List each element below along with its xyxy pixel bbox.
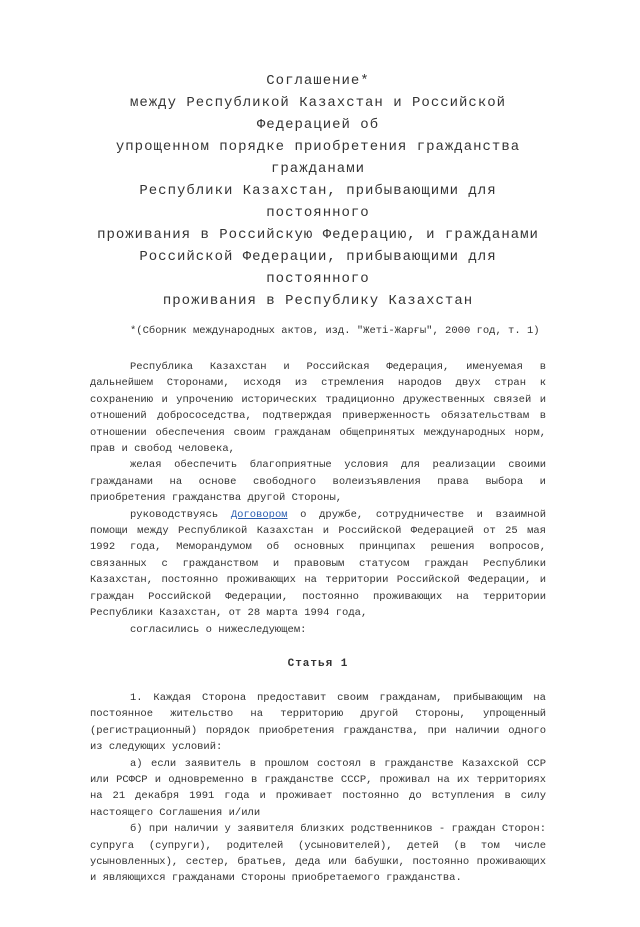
document-title-line: проживания в Республику Казахстан: [162, 293, 474, 309]
article-paragraph: а) если заявитель в прошлом состоял в гражданстве Казахской ССР или РСФСР и одновременно в гражданстве СССР, проживал на их территориях на 21 декабря 1991 года и проживает постоянно до вступления в силу настоящего Соглашения и/или: [90, 757, 546, 819]
document-title-line: постоянного: [266, 205, 370, 221]
preamble-paragraph: согласились о нижеследующем:: [130, 623, 307, 636]
article-paragraph: б) при наличии у заявителя близких родственников - граждан Сторон: супруга (супруги), родителей (усыновителей), детей (в том числе усыновленных), сестер, братьев, деда или бабушки, постоянно проживающих и являющихся гражданами Стороны приобретаемого гражданства.: [90, 823, 546, 885]
document-title-line: упрощенном порядке приобретения гражданства: [115, 139, 521, 155]
document-title-line: Республики Казахстан, прибывающими для: [139, 183, 497, 199]
dogovor-link[interactable]: Договором: [230, 508, 288, 521]
document-title-line: проживания в Российскую Федерацию, и гражданами: [97, 227, 539, 243]
article-1-heading: Статья 1: [287, 657, 349, 670]
document-title-line: гражданами: [270, 161, 365, 177]
source-footnote: *(Сборник международных актов, изд. "Жеті-Жарғы", 2000 год, т. 1): [130, 325, 540, 337]
document-title: [90, 70, 546, 312]
document-title-line: Федерацией об: [256, 117, 380, 133]
document-title-line: Соглашение*: [266, 73, 370, 89]
preamble-section: [90, 359, 546, 638]
article-paragraph: 1. Каждая Сторона предоставит своим гражданам, прибывающим на постоянное жительство на территорию другой Стороны, упрощенный (регистрационный) порядок приобретения гражданства, при наличии одного из следующих условий:: [90, 691, 546, 754]
paragraph-text: руководствуясь: [130, 508, 231, 521]
article-1-section: [90, 690, 546, 887]
paragraph-text: о дружбе, сотрудничестве и взаимной помощи между Республикой Казахстан и Российской Федерацией от 25 мая 1992 года, Меморандумом об основных принципах решения вопросов, связанных с гражданством и правовым статусом граждан Республики Казахстан, постоянно проживающих на территории Российской Федерации, и граждан Российской Федерации, постоянно проживающих на территории Республики Казахстан, от 28 марта 1994 года,: [90, 508, 547, 620]
preamble-paragraph: [90, 507, 546, 622]
preamble-paragraph: желая обеспечить благоприятные условия для реализации своими гражданами на основе свободного волеизъявления права выбора и приобретения гражданства другой Стороны,: [90, 459, 546, 505]
document-title-line: Российской Федерации, прибывающими для: [139, 249, 497, 265]
preamble-paragraph: Республика Казахстан и Российская Федерация, именуемая в дальнейшем Сторонами, исходя из стремления народов двух стран к сохранению и упрочению исторических традиционно дружественных связей и отношений добрососедства, подтверждая приверженность обязательствам в отношении обеспечения своим гражданам общепринятых международных норм, прав и свобод человека,: [90, 361, 546, 456]
document-title-line: между Республикой Казахстан и Российской: [129, 95, 507, 111]
document-title-line: постоянного: [266, 271, 370, 287]
